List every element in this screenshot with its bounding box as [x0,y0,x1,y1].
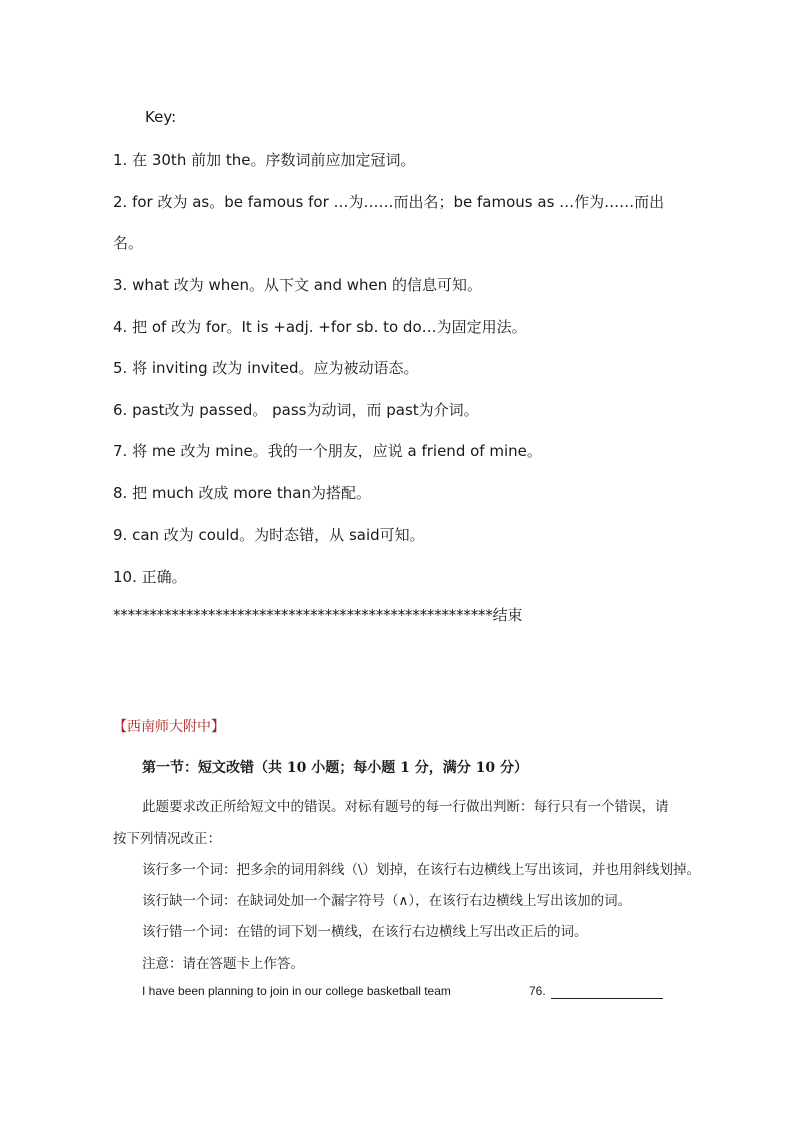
answer-6: 6. past改为 passed。 pass为动词，而 past为介词。 [113,401,479,419]
question-number: 76. [529,984,546,998]
answer-9: 9. can 改为 could。为时态错，从 said可知。 [113,526,425,544]
section-title: 第一节：短文改错（共 10 小题；每小题 1 分，满分 10 分） [142,760,528,776]
passage-line-76: I have been planning to join in our college basketball team [142,984,451,998]
answer-4: 4. 把 of 改为 for。It is +adj. +for sb. to do…为固定用法。 [113,318,527,336]
instruction-extra-word: 该行多一个词：把多余的词用斜线（\）划掉，在该行右边横线上写出该词，并也用斜线划掉。 [142,862,701,878]
answer-2: 2. for 改为 as。be famous for …为……而出名；be famous as …作为……而出 [113,193,665,211]
answer-blank [551,998,663,999]
answer-5: 5. 将 inviting 改为 invited。应为被动语态。 [113,359,419,377]
key-label: Key: [145,108,177,126]
answer-2-cont: 名。 [113,234,144,252]
instruction-wrong-word: 该行错一个词：在错的词下划一横线，在该行右边横线上写出改正后的词。 [142,924,588,940]
end-marker: ****************************************************结束 [113,606,523,624]
instruction-missing-word: 该行缺一个词：在缺词处加一个漏字符号（∧），在该行右边横线上写出该加的词。 [142,893,632,909]
instruction-note: 注意：请在答题卡上作答。 [142,956,304,972]
answer-10: 10. 正确。 [113,568,187,586]
answer-7: 7. 将 me 改为 mine。我的一个朋友，应说 a friend of mine。 [113,442,542,460]
answer-8: 8. 把 much 改成 more than为搭配。 [113,484,371,502]
answer-1: 1. 在 30th 前加 the。序数词前应加定冠词。 [113,151,416,169]
instruction-line-2: 按下列情况改正： [113,831,221,847]
answer-3: 3. what 改为 when。从下文 and when 的信息可知。 [113,276,483,294]
instruction-line-1: 此题要求改正所给短文中的错误。对标有题号的每一行做出判断：每行只有一个错误，请 [142,799,669,815]
school-label: 【西南师大附中】 [113,719,225,735]
